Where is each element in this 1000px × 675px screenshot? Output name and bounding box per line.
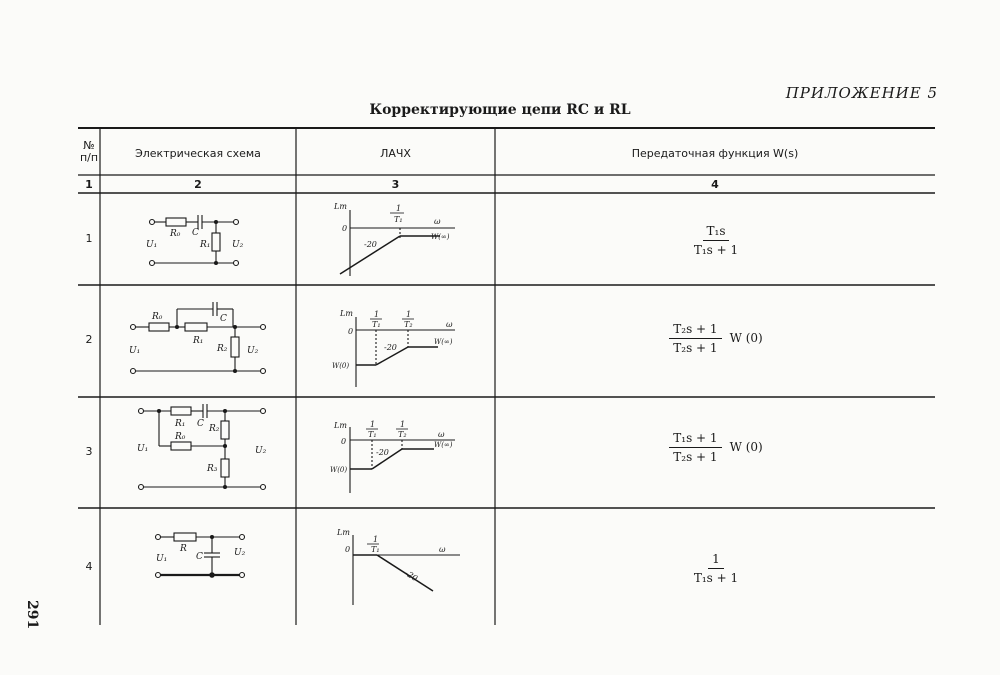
page-title: Корректирующие цепи RC и RL bbox=[369, 102, 631, 118]
row-number-4: 4 bbox=[85, 560, 93, 573]
label-omega: ω bbox=[446, 320, 453, 329]
label-t1-num: 1 bbox=[373, 535, 379, 544]
label-t2-den: T₂ bbox=[398, 430, 407, 439]
row-number-1: 1 bbox=[85, 232, 93, 245]
label-t1-den: T₁ bbox=[394, 215, 403, 224]
colnum-3: 3 bbox=[391, 178, 400, 191]
label-u2: U₂ bbox=[255, 446, 267, 456]
label-u1: U₁ bbox=[137, 444, 149, 454]
colnum-1: 1 bbox=[85, 178, 93, 191]
label-t1-den: T₁ bbox=[372, 320, 381, 329]
label-r: R bbox=[180, 544, 187, 554]
label-lm: Lm bbox=[334, 421, 347, 430]
label-u1: U₁ bbox=[146, 240, 158, 250]
appendix-label: ПРИЛОЖЕНИЕ 5 bbox=[785, 84, 938, 102]
label-lm: Lm bbox=[334, 202, 347, 211]
lachkh-plot-4 bbox=[335, 525, 475, 607]
label-c: C bbox=[220, 314, 227, 324]
numerator-3: T₁s + 1 bbox=[669, 431, 721, 448]
lachkh-plot-1 bbox=[330, 198, 470, 278]
label-t1-num: 1 bbox=[370, 420, 376, 429]
label-zero: 0 bbox=[342, 224, 348, 233]
row-number-3: 3 bbox=[85, 445, 93, 458]
denominator-2: T₂s + 1 bbox=[673, 340, 718, 355]
label-u1: U₁ bbox=[156, 554, 168, 564]
label-winf: W(∞) bbox=[431, 233, 450, 241]
label-r1: R₁ bbox=[200, 240, 211, 250]
label-omega: ω bbox=[434, 217, 441, 226]
label-c: C bbox=[192, 228, 199, 238]
label-slope: -20 bbox=[376, 448, 389, 457]
header-lachkh: ЛАЧХ bbox=[380, 147, 411, 160]
numerator-2: T₂s + 1 bbox=[669, 322, 721, 339]
denominator-1: T₁s + 1 bbox=[693, 242, 739, 257]
transfer-function-1 bbox=[497, 220, 935, 260]
numerator-4: 1 bbox=[708, 552, 724, 569]
label-winf: W(∞) bbox=[434, 441, 453, 449]
circuit-4 bbox=[150, 525, 255, 590]
header-scheme: Электрическая схема bbox=[135, 147, 261, 160]
label-slope: -20 bbox=[384, 343, 397, 352]
circuit-3 bbox=[135, 403, 270, 493]
row-number-2: 2 bbox=[85, 333, 93, 346]
label-t1-num: 1 bbox=[374, 310, 380, 319]
multiplier-3: W (0) bbox=[729, 440, 763, 454]
label-w0: W(0) bbox=[332, 362, 350, 370]
label-r3: R₃ bbox=[207, 464, 218, 474]
label-r2: R₂ bbox=[209, 424, 220, 434]
label-omega: ω bbox=[438, 430, 445, 439]
label-slope: -20 bbox=[364, 240, 377, 249]
label-t1-num: 1 bbox=[396, 204, 402, 213]
label-winf: W(∞) bbox=[434, 338, 453, 346]
label-r0: R₀ bbox=[175, 432, 186, 442]
label-t2-num: 1 bbox=[406, 310, 412, 319]
label-c: C bbox=[197, 419, 204, 429]
label-r0: R₀ bbox=[170, 229, 181, 239]
label-zero: 0 bbox=[345, 545, 351, 554]
header-transfer: Передаточная функция W(s) bbox=[631, 147, 799, 160]
label-w0: W(0) bbox=[330, 466, 348, 474]
label-zero: 0 bbox=[341, 437, 347, 446]
label-zero: 0 bbox=[348, 327, 354, 336]
label-t2-den: T₂ bbox=[404, 320, 413, 329]
label-omega: ω bbox=[439, 545, 446, 554]
label-u2: U₂ bbox=[247, 346, 259, 356]
denominator-4: T₁s + 1 bbox=[693, 570, 739, 585]
colnum-4: 4 bbox=[711, 178, 719, 191]
label-t1-den: T₁ bbox=[368, 430, 377, 439]
lachkh-plot-2 bbox=[330, 305, 470, 390]
page-number: 291 bbox=[24, 600, 40, 630]
transfer-function-4 bbox=[497, 548, 935, 588]
colnum-2: 2 bbox=[194, 178, 202, 191]
denominator-3: T₂s + 1 bbox=[673, 449, 718, 464]
transfer-function-3 bbox=[497, 427, 935, 467]
label-slope: -20 bbox=[403, 568, 420, 584]
label-lm: Lm bbox=[340, 309, 353, 318]
transfer-function-2 bbox=[497, 318, 935, 358]
label-u2: U₂ bbox=[232, 240, 244, 250]
label-r1: R₁ bbox=[175, 419, 186, 429]
label-r2: R₂ bbox=[217, 344, 228, 354]
circuit-1 bbox=[140, 205, 250, 270]
label-u1: U₁ bbox=[129, 346, 141, 356]
lachkh-plot-3 bbox=[330, 415, 470, 495]
label-t2-num: 1 bbox=[400, 420, 406, 429]
label-c: C bbox=[196, 552, 203, 562]
numerator-1: T₁s bbox=[703, 224, 730, 241]
header-num: № п/п bbox=[79, 139, 99, 164]
multiplier-2: W (0) bbox=[729, 331, 763, 345]
label-lm: Lm bbox=[337, 528, 350, 537]
label-r0: R₀ bbox=[152, 312, 163, 322]
label-r1: R₁ bbox=[193, 336, 204, 346]
label-u2: U₂ bbox=[234, 548, 246, 558]
label-t1-den: T₁ bbox=[371, 545, 380, 554]
circuit-2 bbox=[125, 297, 270, 379]
